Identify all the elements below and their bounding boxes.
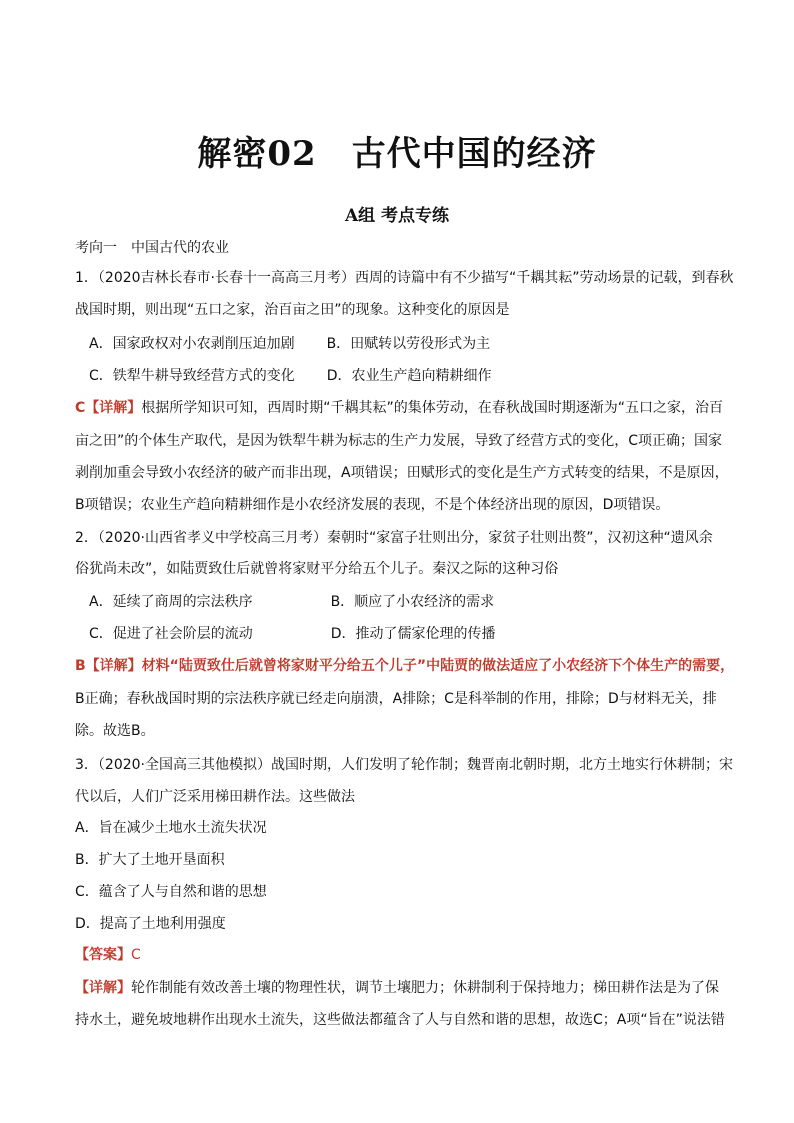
q3-explanation-text-1: 轮作制能有效改善土壤的物理性状，调节土壤肥力；休耕制利于保持地力；梯田耕作法是为了保 (131, 980, 719, 996)
q3-answer-value: C (131, 947, 141, 963)
q2-explanation-line-2: B正确；春秋战国时期的宗法秩序就已经走向崩溃，A排除；C是科举制的作用，排除；D与材料无关，排 (75, 691, 717, 707)
q2-explanation-line-3: 除。故选B。 (75, 723, 155, 739)
q3-option-c: C．蕴含了人与自然和谐的思想 (75, 884, 267, 900)
page-subtitle: A组 考点专练 (344, 206, 450, 226)
q2-option-b: B．顺应了小农经济的需求 (330, 594, 495, 610)
q2-options-row-1 (89, 592, 739, 612)
q1-explanation-text-1: 根据所学知识可知，西周时期“千耦其耘”的集体劳动，在春秋战国时期逐渐为“五口之家，治百 (141, 400, 724, 416)
q3-explanation-line-2: 持水土，避免坡地耕作出现水土流失，这些做法都蕴含了人与自然和谐的思想，故选C；A项“旨在”说法错 (75, 1012, 725, 1028)
q1-options-row-1 (89, 334, 739, 354)
q2-option-a: A．延续了商周的宗法秩序 (89, 594, 253, 610)
q3-stem-line-2: 代以后，人们广泛采用梯田耕作法。这些做法 (75, 789, 355, 805)
q3-answer-label: 【答案】 (75, 947, 131, 963)
q1-explanation-line-4: B项错误；农业生产趋向精耕细作是小农经济发展的表现，不是个体经济出现的原因，D项错误。 (75, 497, 670, 513)
q1-explanation-line-2: 亩之田”的个体生产取代，是因为铁犁牛耕为标志的生产力发展，导致了经营方式的变化，C项正确；国家 (75, 433, 723, 449)
q1-option-a: A．国家政权对小农剥削压迫加剧 (89, 336, 295, 352)
q3-option-a: A．旨在减少土地水土流失状况 (75, 820, 267, 836)
page-title: 解密02 古代中国的经济 (197, 134, 597, 174)
q3-answer-line (75, 945, 725, 965)
q2-answer-tag: B【详解】 (75, 658, 142, 674)
q1-options-row-2 (89, 366, 739, 386)
q1-stem-line-1: 1．（2020吉林长春市·长春十一高高三月考）西周的诗篇中有不少描写“千耦其耘”劳动场景的记载，到春秋 (75, 270, 734, 286)
q2-stem-line-2: 俗犹尚未改”，如陆贾致仕后就曾将家财平分给五个儿子。秦汉之际的这种习俗 (75, 561, 559, 577)
q2-option-c: C．促进了社会阶层的流动 (89, 626, 253, 642)
q3-stem-line-1: 3．（2020·全国高三其他模拟）战国时期，人们发明了轮作制；魏晋南北朝时期，北方土地实行休耕制；宋 (75, 757, 733, 773)
q2-options-row-2 (89, 624, 739, 644)
q1-option-b: B．田赋转以劳役形式为主 (326, 336, 491, 352)
q2-option-d: D．推动了儒家伦理的传播 (330, 626, 496, 642)
q1-explanation-line-3: 剥削加重会导致小农经济的破产而非出现，A项错误；田赋形式的变化是生产方式转变的结果，不是原因， (75, 465, 729, 481)
q1-stem-line-2: 战国时期，则出现“五口之家，治百亩之田”的现象。这种变化的原因是 (75, 302, 510, 318)
q1-option-d: D．农业生产趋向精耕细作 (326, 368, 492, 384)
q2-explanation-text-1: 材料“陆贾致仕后就曾将家财平分给五个儿子”中陆贾的做法适应了小农经济下个体生产的需要， (141, 658, 735, 674)
q3-detail-label: 【详解】 (75, 980, 131, 996)
q1-option-c: C．铁犁牛耕导致经营方式的变化 (89, 368, 295, 384)
q3-option-d: D．提高了土地利用强度 (75, 916, 226, 932)
q1-explanation-line-1 (75, 398, 725, 418)
q1-answer-tag: C【详解】 (75, 400, 142, 416)
q2-explanation-line-1 (75, 656, 735, 676)
q2-stem-line-1: 2．（2020·山西省孝义中学校高三月考）秦朝时“家富子壮则出分，家贫子壮则出赘”，汉初这种“遗风余 (75, 530, 713, 546)
q3-explanation-line-1 (75, 978, 725, 998)
section-heading: 考向一 中国古代的农业 (75, 240, 229, 256)
q3-option-b: B．扩大了土地开垦面积 (75, 852, 225, 868)
